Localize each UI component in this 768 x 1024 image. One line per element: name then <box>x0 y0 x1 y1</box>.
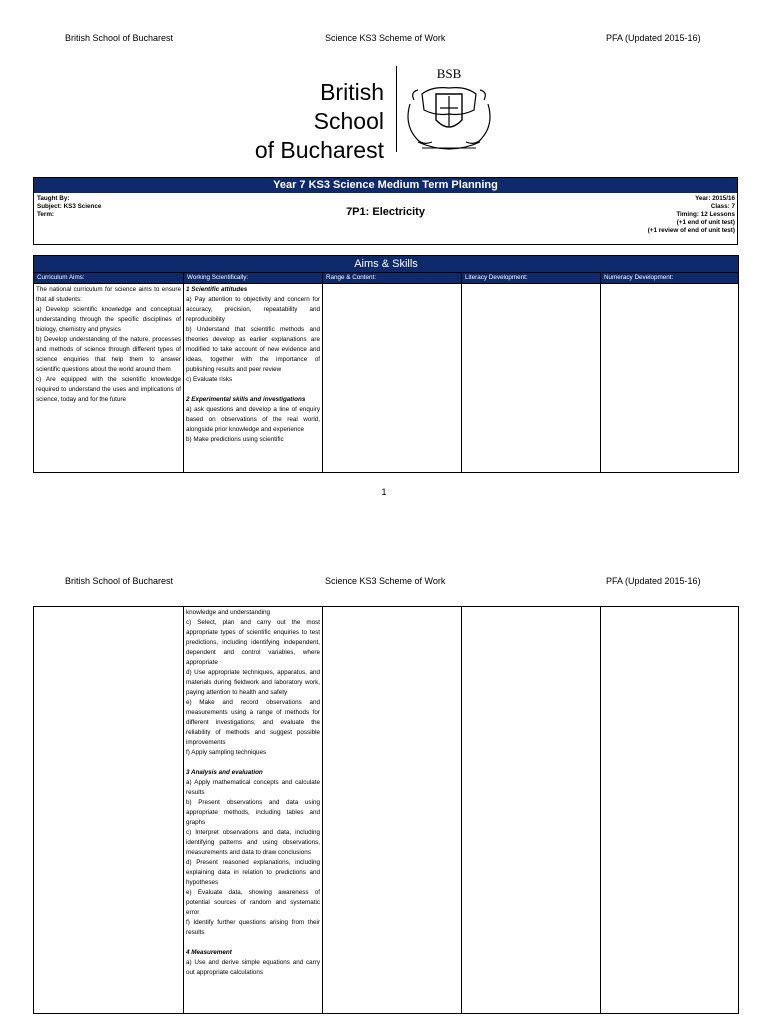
range-content-cell-2 <box>323 607 462 1014</box>
ws-3a: a) Apply mathematical concepts and calculate results <box>186 779 320 796</box>
ws-2a: a) ask questions and develop a line of enquiry based on observations of the real world, alongside prior knowledge and experience <box>186 406 320 434</box>
header-scheme: Science KS3 Scheme of Work <box>325 33 446 43</box>
col-curriculum-aims: Curriculum Aims: <box>34 273 184 284</box>
ws-3d: d) Present reasoned explanations, including explaining data in relation to predictions and hypotheses <box>186 859 320 886</box>
aim-c: c) Are equipped with the scientific knowledge required to understand the uses and implications of science, today and for the future <box>36 376 181 404</box>
logo-line1: British School <box>313 79 384 134</box>
crest-text: BSB <box>436 66 462 81</box>
school-crest-icon <box>402 64 496 154</box>
ws-3f: f) Identify further questions arising from their results <box>186 919 320 936</box>
header-version: PFA (Updated 2015-16) <box>606 33 701 43</box>
subject: Subject: KS3 Science <box>37 203 102 210</box>
col-range-content: Range & Content: <box>323 273 462 284</box>
header-school: British School of Bucharest <box>65 33 174 43</box>
ws-3c: c) Interpret observations and data, including identifying patterns and using observations, measurements and data to draw conclusions <box>186 829 320 856</box>
ws-3e: e) Evaluate data, showing awareness of potential sources of random and systematic error <box>186 889 320 916</box>
ws-1b: b) Understand that scientific methods and theories develop as earlier explanations are modified to take account of new evidence and ideas, together with the importance of publishing results and peer review <box>186 326 320 374</box>
ws-2e: e) Make and record observations and measurements using a range of methods for different investigations; and evaluate the reliability of methods and suggest possible improvements <box>186 699 320 746</box>
note-test: (+1 end of unit test) <box>676 219 735 226</box>
logo-divider <box>396 66 397 152</box>
note-review: (+1 review of end of unit test) <box>647 227 735 234</box>
planning-right <box>648 195 735 235</box>
aims-table <box>33 255 739 473</box>
working-scientifically-cell <box>184 284 323 473</box>
class: Class: 7 <box>710 203 735 210</box>
ws-2b: b) Make predictions using scientific <box>186 436 284 444</box>
literacy-cell-2 <box>462 607 601 1014</box>
col-working-scientifically: Working Scientifically: <box>184 273 323 284</box>
page-header-2 <box>0 576 768 590</box>
col-literacy: Literacy Development: <box>462 273 601 284</box>
ws-2f: f) Apply sampling techniques <box>186 749 267 756</box>
ws-2d: d) Use appropriate techniques, apparatus, and materials during fieldwork and laboratory work, paying attention to health and safety <box>186 669 320 696</box>
timing: Timing: 12 Lessons <box>676 211 735 218</box>
literacy-cell <box>462 284 601 473</box>
year: Year: 2015/16 <box>695 195 735 202</box>
ws-heading-4: 4 Measurement <box>186 949 232 956</box>
ws-3b: b) Present observations and data using appropriate methods, including tables and graphs <box>186 799 320 826</box>
ws-heading-3: 3 Analysis and evaluation <box>186 769 263 776</box>
numeracy-cell <box>601 284 739 473</box>
ws-1a: a) Pay attention to objectivity and concern for accuracy, precision, repeatability and reproducibility <box>186 296 320 324</box>
school-logo <box>250 64 520 163</box>
col-numeracy: Numeracy Development: <box>601 273 739 284</box>
aims-table-continued <box>33 606 739 1014</box>
aims-title: Aims & Skills <box>34 256 739 273</box>
taught-by: Taught By: <box>37 195 70 202</box>
planning-title: Year 7 KS3 Science Medium Term Planning <box>34 178 737 193</box>
ws-2c: c) Select, plan and carry out the most appropriate types of scientific enquiries to test predictions, including identifying independent, dependent and control variables, where appropriate <box>186 619 320 666</box>
aim-a: a) Develop scientific knowledge and conceptual understanding through the specific disciplines of biology, chemistry and physics <box>36 306 181 334</box>
ws-1c: c) Evaluate risks <box>186 376 233 384</box>
curriculum-aims-cell-2 <box>34 607 184 1014</box>
page-number: 1 <box>381 487 387 497</box>
header-scheme-2: Science KS3 Scheme of Work <box>325 576 446 586</box>
range-content-cell <box>323 284 462 473</box>
term: Term: <box>37 211 55 218</box>
ws-2b-continued: knowledge and understanding <box>186 609 271 616</box>
logo-line2: of Bucharest <box>254 137 384 163</box>
header-school-2: British School of Bucharest <box>65 576 174 586</box>
planning-box <box>33 177 738 245</box>
ws-heading-1: 1 Scientific attitudes <box>186 286 248 294</box>
page-header <box>0 33 768 47</box>
logo-text <box>254 78 384 165</box>
working-scientifically-cell-2 <box>184 607 323 1014</box>
ws-4a: a) Use and derive simple equations and carry out appropriate calculations <box>186 959 320 976</box>
aim-b: b) Develop understanding of the nature, processes and methods of science through different types of science enquiries that help them to answer scientific questions about the world around them <box>36 336 181 374</box>
unit-title: 7P1: Electricity <box>346 206 425 218</box>
header-version-2: PFA (Updated 2015-16) <box>606 576 701 586</box>
aims-intro: The national curriculum for science aims to ensure that all students: <box>36 286 181 304</box>
numeracy-cell-2 <box>601 607 739 1014</box>
ws-heading-2: 2 Experimental skills and investigations <box>186 396 306 404</box>
curriculum-aims-cell <box>34 284 184 473</box>
